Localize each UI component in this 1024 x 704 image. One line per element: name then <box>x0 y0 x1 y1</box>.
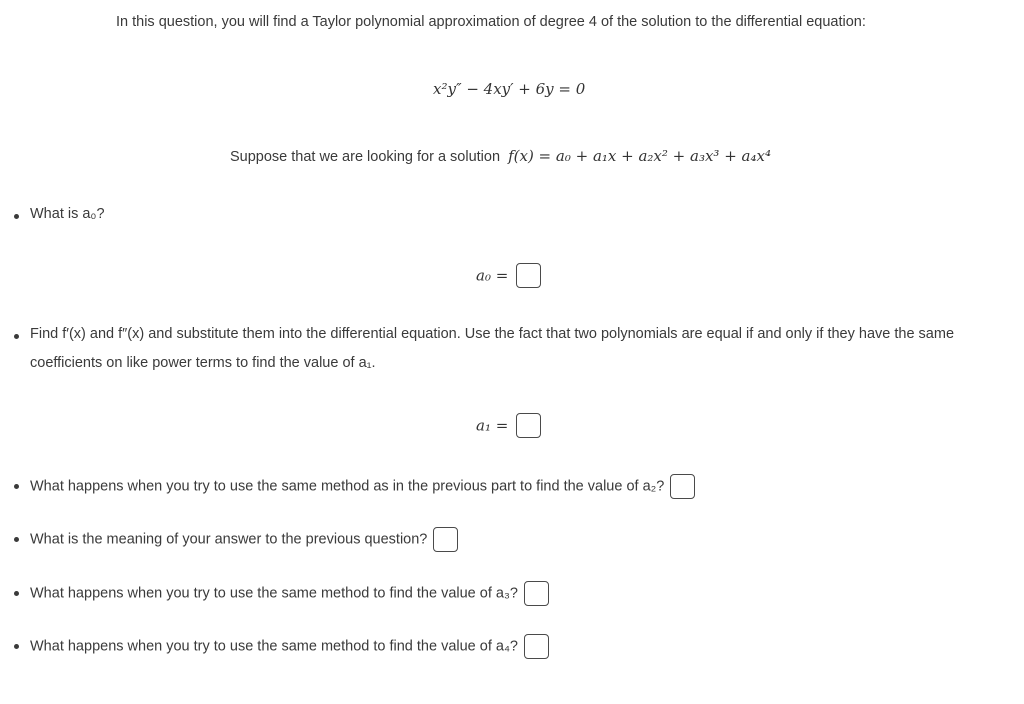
answer-input-a1[interactable] <box>516 413 541 438</box>
bullet-q5 <box>14 591 19 596</box>
question-a3: What happens when you try to use the same method to find the value of a₃? <box>30 585 518 602</box>
answer-label-a1: a₁ = <box>476 416 509 435</box>
suppose-text: Suppose that we are looking for a solution <box>230 149 501 165</box>
bullet-q6 <box>14 644 19 649</box>
answer-input-a3[interactable] <box>524 581 549 606</box>
answer-label-a0: a₀ = <box>476 266 509 285</box>
bullet-q2 <box>14 334 19 339</box>
question-a2-row <box>30 474 695 499</box>
suppose-line <box>230 147 771 165</box>
answer-row-a0 <box>476 263 541 288</box>
answer-input-meaning[interactable] <box>433 527 458 552</box>
question-a2: What happens when you try to use the same method as in the previous part to find the value of a₂? <box>30 478 665 495</box>
question-meaning: What is the meaning of your answer to the previous question? <box>30 531 428 548</box>
question-a1-line1: Find f′(x) and f″(x) and substitute them into the differential equation. Use the fact that two polynomials are equal if and only if they have the same <box>30 326 955 342</box>
answer-row-a1 <box>476 413 541 438</box>
answer-input-a4[interactable] <box>524 634 549 659</box>
question-a3-row <box>30 581 549 606</box>
bullet-q1 <box>14 214 19 219</box>
bullet-q3 <box>14 484 19 489</box>
question-a0: What is a₀? <box>30 206 105 222</box>
bullet-q4 <box>14 537 19 542</box>
question-a4-row <box>30 634 549 659</box>
question-a4: What happens when you try to use the same method to find the value of a₄? <box>30 638 518 655</box>
answer-input-a0[interactable] <box>516 263 541 288</box>
solution-formula: f(x) = a₀ + a₁x + a₂x² + a₃x³ + a₄x⁴ <box>508 147 771 165</box>
question-meaning-row <box>30 527 458 552</box>
differential-equation: x²y″ − 4xy′ + 6y = 0 <box>433 80 586 98</box>
answer-input-a2[interactable] <box>670 474 695 499</box>
intro-text: In this question, you will find a Taylor polynomial approximation of degree 4 of the solution to the differential equation: <box>116 14 866 30</box>
question-a1-line2: coefficients on like power terms to find the value of a₁. <box>30 355 376 371</box>
